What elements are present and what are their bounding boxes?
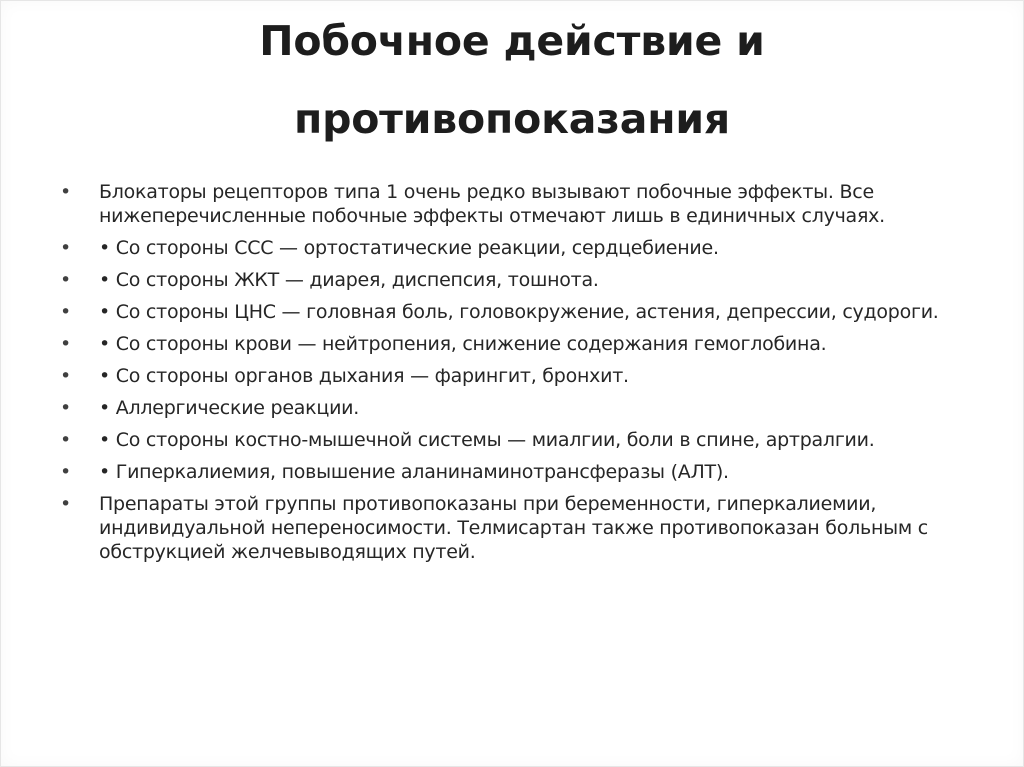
list-item-text: • Со стороны костно-мышечной системы — миалгии, боли в спине, артралгии. <box>99 429 875 451</box>
bullet-marker: • <box>60 181 71 203</box>
list-item <box>60 300 984 324</box>
list-item-text: • Со стороны ЖКТ — диарея, диспепсия, тошнота. <box>99 269 599 291</box>
list-item <box>60 236 984 260</box>
bullet-marker: • <box>60 333 71 355</box>
list-item <box>60 428 984 452</box>
bullet-marker: • <box>60 237 71 259</box>
list-item-text: Препараты этой группы противопоказаны при беременности, гиперкалиемии, индивидуальной непереносимости. Телмисартан также противопоказан больным с обструкцией желчевыводящих путей. <box>99 493 928 563</box>
bullet-marker: • <box>60 493 71 515</box>
list-item-text: • Со стороны крови — нейтропения, снижение содержания гемоглобина. <box>99 333 827 355</box>
list-item <box>60 332 984 356</box>
bullet-marker: • <box>60 301 71 323</box>
bullet-marker: • <box>60 461 71 483</box>
slide-title-line-1: Побочное действие и <box>259 17 765 65</box>
bullet-marker: • <box>60 429 71 451</box>
list-item-text: • Со стороны ЦНС — головная боль, головокружение, астения, депрессии, судороги. <box>99 301 939 323</box>
list-item-text: Блокаторы рецепторов типа 1 очень редко вызывают побочные эффекты. Все нижеперечисленные побочные эффекты отмечают лишь в единичных случаях. <box>99 181 885 227</box>
list-item <box>60 180 984 228</box>
slide-title-line-2: противопоказания <box>293 95 731 143</box>
list-item <box>60 492 984 564</box>
list-item <box>60 460 984 484</box>
list-item <box>60 396 984 420</box>
slide-content <box>60 180 984 572</box>
bullet-list <box>60 180 984 564</box>
slide-title <box>60 0 964 158</box>
bullet-marker: • <box>60 397 71 419</box>
bullet-marker: • <box>60 365 71 387</box>
list-item-text: • Аллергические реакции. <box>99 397 360 419</box>
list-item-text: • Со стороны ССС — ортостатические реакции, сердцебиение. <box>99 237 719 259</box>
list-item <box>60 364 984 388</box>
list-item-text: • Гиперкалиемия, повышение аланинаминотрансферазы (АЛТ). <box>99 461 729 483</box>
bullet-marker: • <box>60 269 71 291</box>
list-item-text: • Со стороны органов дыхания — фарингит, бронхит. <box>99 365 629 387</box>
list-item <box>60 268 984 292</box>
